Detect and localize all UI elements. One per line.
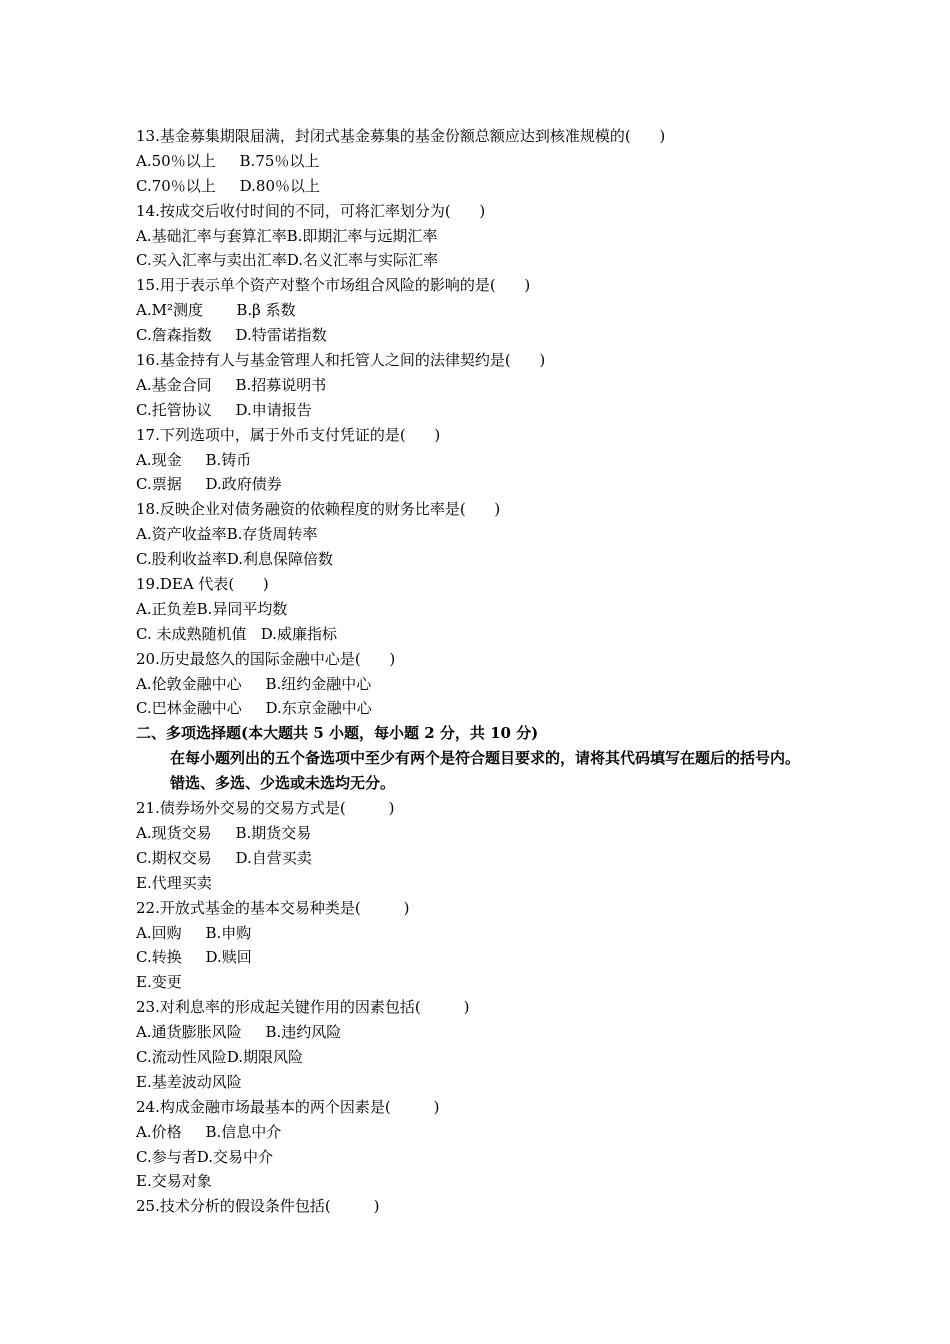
option-line: A.现金 B.铸币 <box>136 450 252 469</box>
option-line: A.回购 B.申购 <box>136 923 252 942</box>
question-18: 18.反映企业对债务融资的依赖程度的财务比率是( ) <box>136 500 501 519</box>
option-line: E.代理买卖 <box>136 873 212 892</box>
option-line: A.通货膨胀风险 B.违约风险 <box>136 1023 342 1042</box>
option-line: C.票据 D.政府债券 <box>136 475 282 494</box>
section-instruction: 错选、多选、少选或未选均无分。 <box>170 774 396 793</box>
question-13: 13.基金募集期限届满，封闭式基金募集的基金份额总额应达到核准规模的( ) <box>136 127 666 145</box>
option-line: E.基差波动风险 <box>136 1072 242 1091</box>
question-20: 20.历史最悠久的国际金融中心是( ) <box>136 649 396 668</box>
section-instruction: 在每小题列出的五个备选项中至少有两个是符合题目要求的，请将其代码填写在题后的括号内。 <box>170 749 801 768</box>
option-line: A.正负差B.异同平均数 <box>136 599 288 618</box>
option-line: E.变更 <box>136 973 182 992</box>
option-line: E.交易对象 <box>136 1172 212 1191</box>
option-line: A.基金合同 B.招募说明书 <box>136 375 327 394</box>
option-line: A.资产收益率B.存货周转率 <box>136 525 318 544</box>
section-heading: 二、多项选择题(本大题共 5 小题，每小题 2 分，共 10 分) <box>136 724 539 743</box>
option-line: A.价格 B.信息中介 <box>136 1122 282 1141</box>
question-24: 24.构成金融市场最基本的两个因素是( ) <box>136 1097 440 1116</box>
option-line: C.流动性风险D.期限风险 <box>136 1047 303 1066</box>
option-line: C.转换 D.赎回 <box>136 948 252 967</box>
question-21: 21.债券场外交易的交易方式是( ) <box>136 799 395 818</box>
option-line: A.现货交易 B.期货交易 <box>136 823 312 842</box>
question-14: 14.按成交后收付时间的不同，可将汇率划分为( ) <box>136 201 486 220</box>
option-line: A.M²测度 B.β 系数 <box>136 301 296 320</box>
question-25: 25.技术分析的假设条件包括( ) <box>136 1197 380 1216</box>
option-line: C.股利收益率D.利息保障倍数 <box>136 550 333 569</box>
option-line: C.参与者D.交易中介 <box>136 1147 273 1166</box>
exam-page <box>136 124 896 1219</box>
question-17: 17.下列选项中，属于外币支付凭证的是( ) <box>136 425 441 444</box>
option-line: A.伦敦金融中心 B.纽约金融中心 <box>136 674 372 693</box>
question-15: 15.用于表示单个资产对整个市场组合风险的影响的是( ) <box>136 276 531 295</box>
option-line: C.买入汇率与卖出汇率D.名义汇率与实际汇率 <box>136 251 438 270</box>
question-19: 19.DEA 代表( ) <box>136 575 269 594</box>
option-line: A.基础汇率与套算汇率B.即期汇率与远期汇率 <box>136 226 438 245</box>
question-22: 22.开放式基金的基本交易种类是( ) <box>136 898 410 917</box>
question-16: 16.基金持有人与基金管理人和托管人之间的法律契约是( ) <box>136 351 546 370</box>
option-line: C.巴林金融中心 D.东京金融中心 <box>136 699 372 718</box>
option-line: C.詹森指数 D.特雷诺指数 <box>136 326 327 345</box>
option-line: A.50％以上 B.75％以上 <box>136 151 320 170</box>
option-line: C.期权交易 D.自营买卖 <box>136 848 312 867</box>
option-line: C.托管协议 D.申请报告 <box>136 400 312 419</box>
option-line: C. 未成熟随机值 D.威廉指标 <box>136 624 338 643</box>
option-line: C.70％以上 D.80％以上 <box>136 176 320 195</box>
question-23: 23.对利息率的形成起关键作用的因素包括( ) <box>136 998 470 1017</box>
